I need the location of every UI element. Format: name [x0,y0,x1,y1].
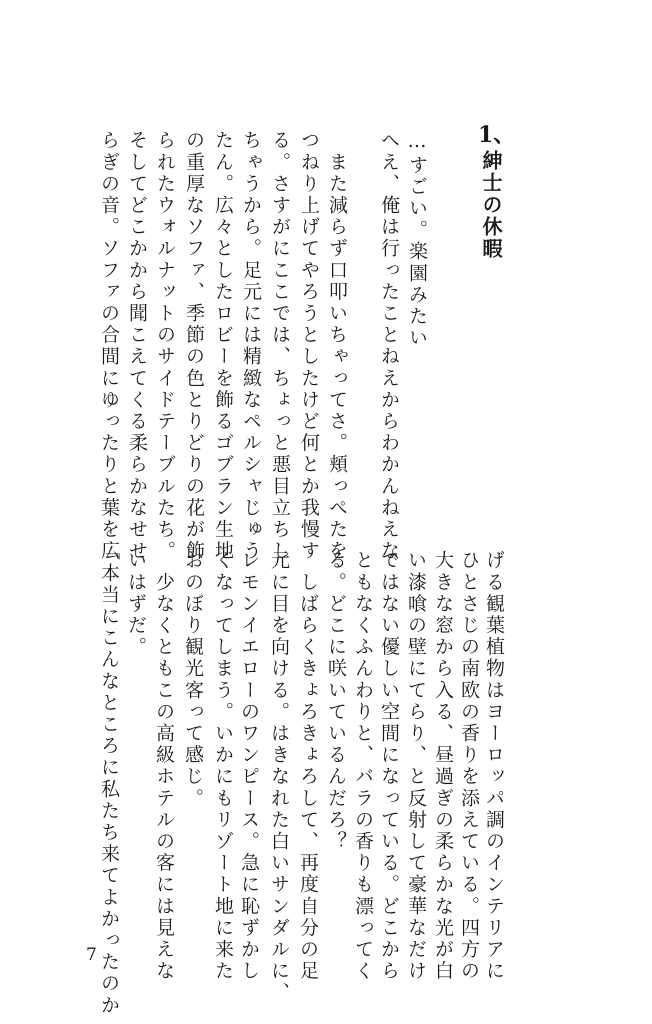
text-line: る。さすがにここでは、ちょっと悪目立ちし [269,130,291,562]
chapter-title: 紳士の休暇 [479,150,503,260]
text-line: そしてどこかから聞こえてくる柔らかなせせ [126,130,148,562]
text-line: げる観葉植物はヨーロッパ調のインテリアに [483,550,505,982]
text-line: 「本当にこんなところに私たち来てよかったのか [98,541,120,1017]
text-line: ともなくふんわりと、バラの香りも漂ってく [352,550,374,982]
text-line: くなってしまう。いかにもリゾート地に来た [212,550,234,982]
text-line: 元に目を向ける。はきなれた白いサンダルに、 [268,550,290,1004]
text-line: の重厚なソファ、季節の色とりどりの花が飾 [183,130,205,562]
text-line: らぎの音。ソファの合間にゆったりと葉を広 [98,130,120,562]
text-line: い漆喰の壁にてらり、と反射して豪華なだけ [405,550,427,982]
chapter-number: 1、 [478,122,516,148]
text-line: られたウォルナットのサイドテーブルたち。 [154,130,176,562]
text-line: たん。広々としたロビーを飾るゴブラン生地 [212,130,234,562]
text-line: ではない優しい空間になっている。どこから [378,550,400,982]
text-line: いはずだ。 [125,550,147,658]
text-line: ちゃうから。足元には精緻なペルシャじゅう [240,130,262,562]
text-line: しばらくきょろきょろして、再度自分の足 [297,550,319,982]
text-line: る。どこに咲いているんだろ？ [325,550,347,853]
text-line: ひとさじの南欧の香りを添えている。四方の [458,550,480,982]
text-line: 少なくともこの高級ホテルの客には見えな [153,550,175,982]
text-line: つねり上げてやろうとしたけど何とか我慢す [298,130,320,562]
page-number: 7 [86,945,97,965]
text-line: おのぼり観光客って感じ。 [182,550,204,810]
text-line: レモンイエローのワンピース。急に恥ずかし [238,550,260,982]
text-line: 大きな窓から入る、昼過ぎの柔らかな光が白 [432,550,454,982]
text-line: また減らず口叩いちゃってさ。頬っぺたを [326,130,348,562]
text-line: へえ、俺は行ったことねえからわかんねえな [378,130,400,562]
text-line: …すごい。楽園みたい [406,130,428,349]
